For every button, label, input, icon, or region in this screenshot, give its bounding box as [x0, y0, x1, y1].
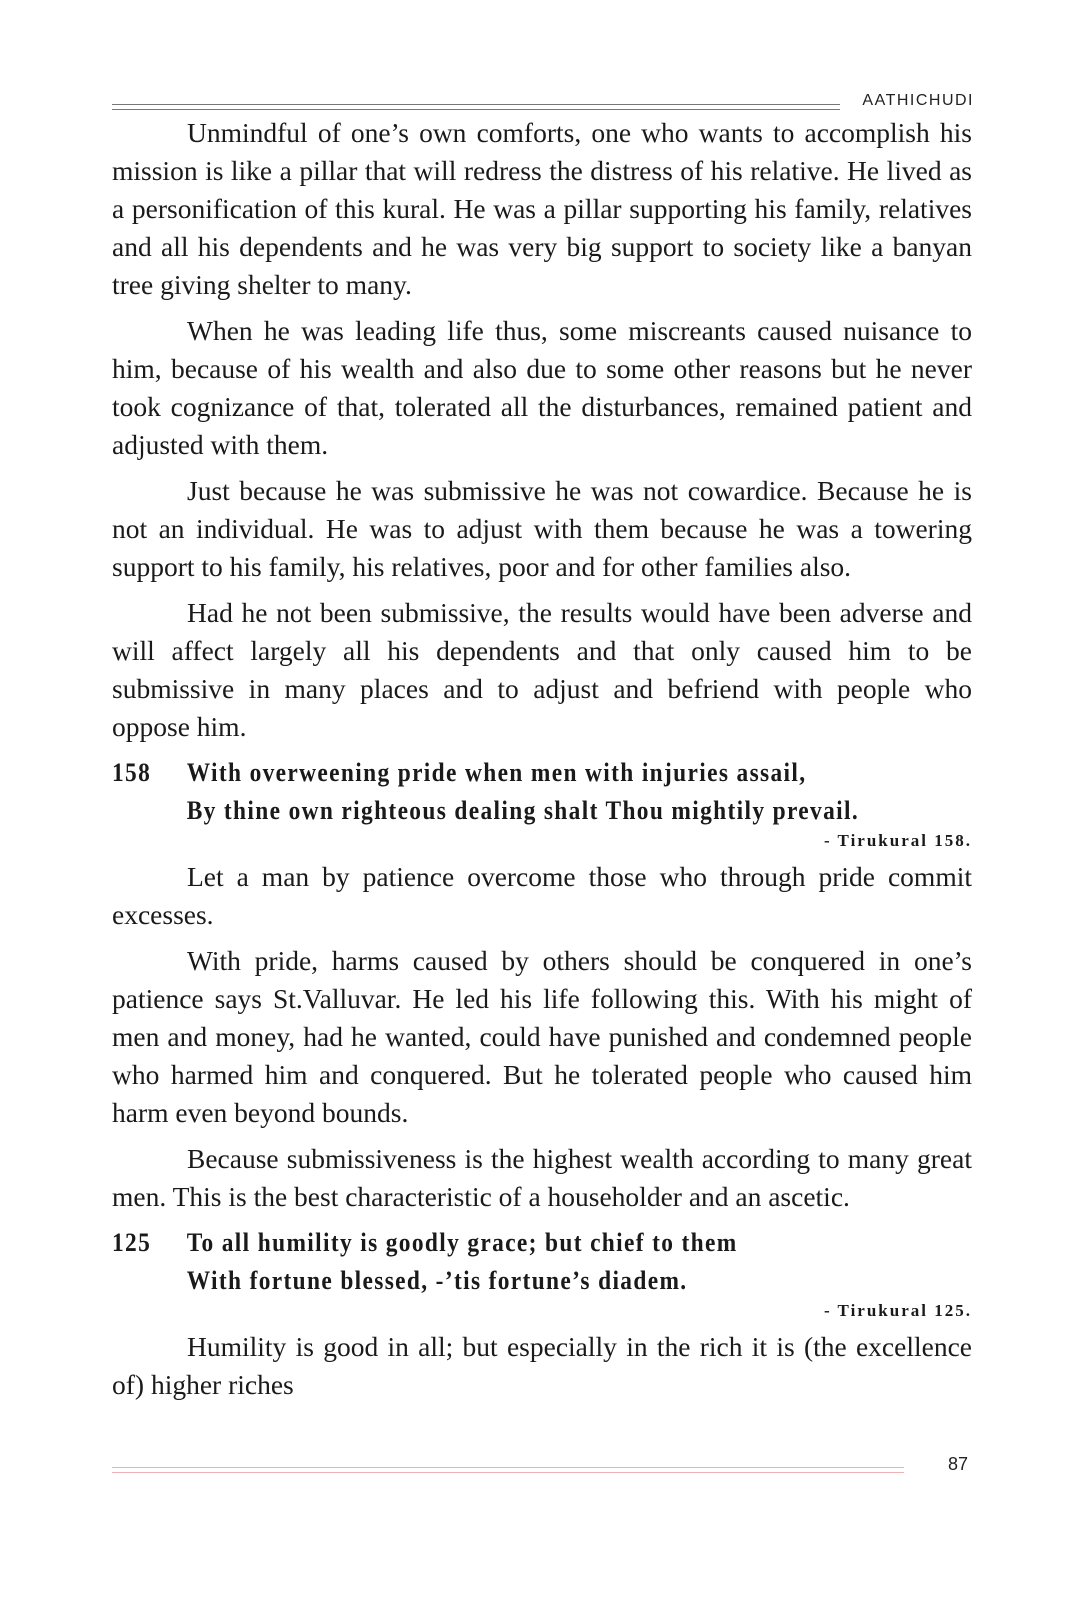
footer-rule — [112, 1467, 904, 1473]
paragraph-6: With pride, harms caused by others should be conquered in one’s patience says St.Valluvar. He led his life following this. With his might of men and money, had he wanted, could have punished and condemned people who harmed him and conquered. But he tolerated people who caused him harm even beyond bounds. — [112, 945, 972, 1128]
kural-line-1: With overweening pride when men with injuries assail, — [186, 758, 807, 787]
kural-line-2: By thine own righteous dealing shalt Thou mightily prevail. — [186, 796, 860, 825]
kural-line-1: To all humility is goodly grace; but chief to them — [186, 1228, 738, 1257]
paragraph-5: Let a man by patience overcome those who through pride commit excesses. — [112, 861, 972, 930]
kural-number: 158 — [112, 758, 152, 787]
paragraph-4: Had he not been submissive, the results would have been adverse and will affect largely all his dependents and that only caused him to be submissive in many places and to adjust and befriend with people who oppose him. — [112, 597, 972, 742]
page-body — [112, 114, 972, 1412]
kural-line-2: With fortune blessed, -’tis fortune’s diadem. — [186, 1266, 688, 1295]
kural-attribution-125: - Tirukural 125. — [823, 1301, 972, 1320]
header-rule — [112, 104, 840, 110]
paragraph-2: When he was leading life thus, some miscreants caused nuisance to him, because of his wealth and also due to some other reasons but he never took cognizance of that, tolerated all the disturbances, remained patient and adjusted with them. — [112, 315, 972, 460]
kural-lines — [187, 754, 859, 830]
running-header-title: AATHICHUDI — [862, 92, 974, 109]
kural-attribution-158: - Tirukural 158. — [823, 831, 972, 850]
kural-number: 125 — [112, 1228, 152, 1257]
kural-couplet-158 — [112, 754, 974, 830]
paragraph-8: Humility is good in all; but especially in the rich it is (the excellence of) higher riches — [112, 1331, 972, 1400]
paragraph-7: Because submissiveness is the highest wealth according to many great men. This is the best characteristic of a householder and an ascetic. — [112, 1143, 972, 1212]
kural-couplet-125 — [112, 1224, 974, 1300]
page-number: 87 — [947, 1454, 968, 1474]
paragraph-1: Unmindful of one’s own comforts, one who wants to accomplish his mission is like a pillar that will redress the distress of his relative. He lived as a personification of this kural. He was a pillar supporting his family, relatives and all his dependents and he was very big support to society like a banyan tree giving shelter to many. — [112, 117, 972, 300]
paragraph-3: Just because he was submissive he was not cowardice. Because he is not an individual. He was to adjust with them because he was a towering support to his family, his relatives, poor and for other families also. — [112, 475, 972, 582]
kural-lines — [187, 1224, 738, 1300]
